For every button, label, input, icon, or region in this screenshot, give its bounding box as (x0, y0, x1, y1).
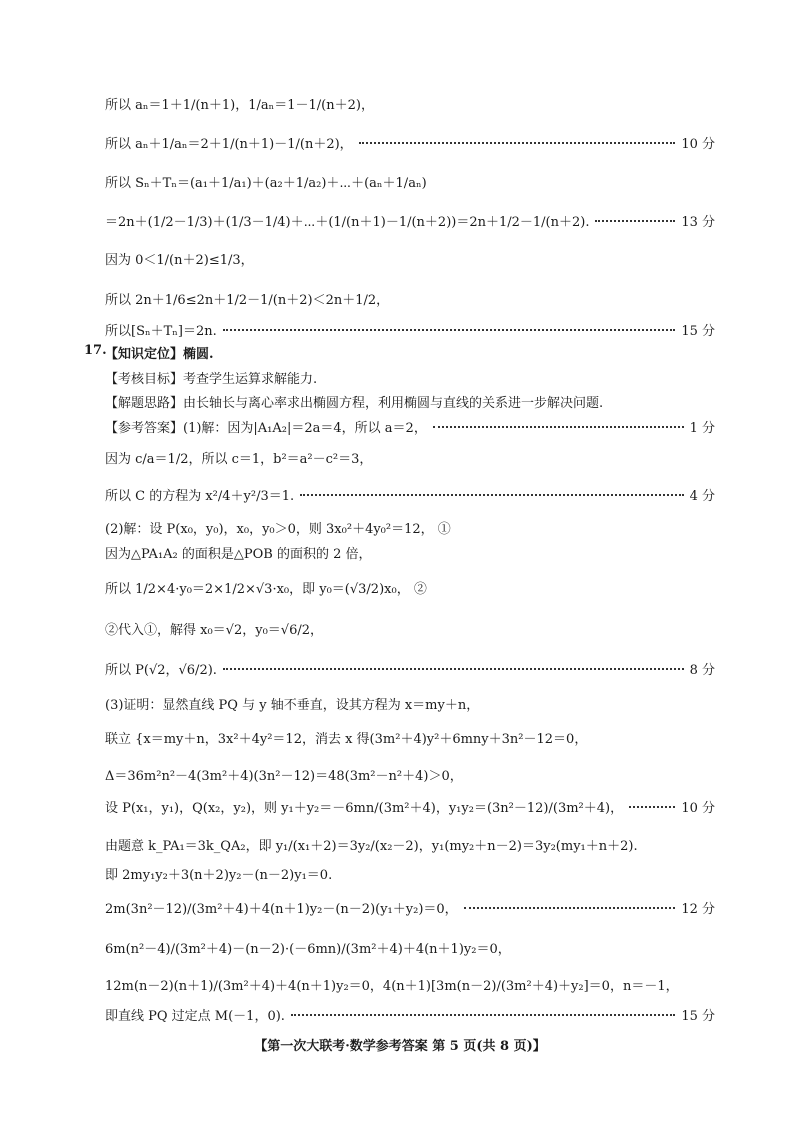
answer-line: 2m(3n²－12)/(3m²＋4)＋4(n＋1)y₂－(n－2)(y₁＋y₂)＝0， 12 分 (105, 898, 715, 917)
score-label: 4 分 (689, 489, 715, 504)
answer-line: 设 P(x₁，y₁)，Q(x₂，y₂)，则 y₁＋y₂＝－6mn/(3m²＋4)，y₁y₂＝(3n²－12)/(3m²＋4)， 10 分 (105, 797, 715, 816)
leader-dots (595, 220, 675, 222)
score-label: 12 分 (681, 902, 715, 917)
leader-dots (629, 806, 675, 808)
page-footer: 【第一次大联考·数学参考答案 第 5 页(共 8 页)】 (254, 1039, 546, 1054)
answer-line: 【考核目标】考查学生运算求解能力. (105, 372, 318, 387)
answer-line: 6m(n²－4)/(3m²＋4)－(n－2)·(－6mn)/(3m²＋4)＋4(n＋1)y₂＝0， (105, 942, 511, 957)
leader-dots (464, 907, 676, 909)
score-label: 1 分 (689, 421, 715, 436)
answer-line: 所以 aₙ＋1/aₙ＝2＋1/(n＋1)－1/(n＋2)， 10 分 (105, 133, 715, 152)
answer-line: 由题意 k_PA₁＝3k_QA₂，即 y₁/(x₁＋2)＝3y₂/(x₂－2)，y₁(my₂＋n－2)＝3y₂(my₁＋n＋2). (105, 839, 638, 854)
leader-dots (300, 494, 683, 496)
answer-line: 因为 c/a＝1/2，所以 c＝1，b²＝a²－c²＝3， (105, 452, 373, 467)
leader-dots (223, 329, 676, 331)
answer-line: 所以 2n＋1/6≤2n＋1/2－1/(n＋2)＜2n＋1/2， (105, 293, 390, 308)
answer-line: 因为 0＜1/(n＋2)≤1/3， (105, 253, 254, 268)
leader-dots (223, 668, 684, 670)
score-label: 10 分 (681, 137, 715, 152)
answer-line: 所以 aₙ＝1＋1/(n＋1)，1/aₙ＝1－1/(n＋2)， (105, 98, 374, 113)
answer-line: 所以 P(√2，√6/2). 8 分 (105, 659, 715, 678)
score-label: 8 分 (689, 663, 715, 678)
answer-line: ②代入①，解得 x₀＝√2，y₀＝√6/2， (105, 623, 323, 638)
score-label: 10 分 (681, 801, 715, 816)
answer-line: 即直线 PQ 过定点 M(－1，0). 15 分 (105, 1005, 715, 1024)
answer-line: 【解题思路】由长轴长与离心率求出椭圆方程，利用椭圆与直线的关系进一步解决问题. (105, 396, 604, 411)
answer-line: 联立 {x＝my＋n，3x²＋4y²＝12，消去 x 得(3m²＋4)y²＋6mny＋3n²－12＝0， (105, 732, 588, 747)
leader-dots (291, 1014, 675, 1016)
question-number: 17. (84, 343, 107, 358)
score-label: 15 分 (681, 1009, 715, 1024)
answer-line: (3)证明：显然直线 PQ 与 y 轴不垂直，设其方程为 x＝my＋n， (105, 698, 480, 713)
answer-line: (2)解：设 P(x₀，y₀)，x₀，y₀＞0，则 3x₀²＋4y₀²＝12， ① (105, 522, 451, 537)
answer-line: 所以 1/2×4·y₀＝2×1/2×√3·x₀，即 y₀＝(√3/2)x₀， ② (105, 582, 427, 597)
score-label: 13 分 (681, 215, 715, 230)
leader-dots (359, 142, 676, 144)
question-header: 【知识定位】椭圆. (105, 347, 214, 362)
score-label: 15 分 (681, 324, 715, 339)
answer-line: 因为△PA₁A₂ 的面积是△POB 的面积的 2 倍， (105, 547, 372, 562)
answer-line: Δ＝36m²n²－4(3m²＋4)(3n²－12)＝48(3m²－n²＋4)＞0， (105, 769, 463, 784)
answer-line: 所以[Sₙ＋Tₙ]＝2n. 15 分 (105, 320, 715, 339)
answer-line: 12m(n－2)(n＋1)/(3m²＋4)＋4(n＋1)y₂＝0，4(n＋1)[3m(n－2)/(3m²＋4)＋y₂]＝0，n＝－1， (105, 979, 679, 994)
answer-line: 即 2my₁y₂＋3(n＋2)y₂－(n－2)y₁＝0. (105, 868, 333, 883)
leader-dots (433, 426, 684, 428)
answer-line: 所以 Sₙ＋Tₙ＝(a₁＋1/a₁)＋(a₂＋1/a₂)＋⋯＋(aₙ＋1/aₙ) (105, 176, 427, 191)
answer-line: ＝2n＋(1/2－1/3)＋(1/3－1/4)＋⋯＋(1/(n＋1)－1/(n＋2))＝2n＋1/2－1/(n＋2). 13 分 (105, 211, 715, 230)
answer-line: 所以 C 的方程为 x²/4＋y²/3＝1. 4 分 (105, 485, 715, 504)
answer-line: 【参考答案】(1)解：因为|A₁A₂|＝2a＝4，所以 a＝2， 1 分 (105, 417, 715, 436)
